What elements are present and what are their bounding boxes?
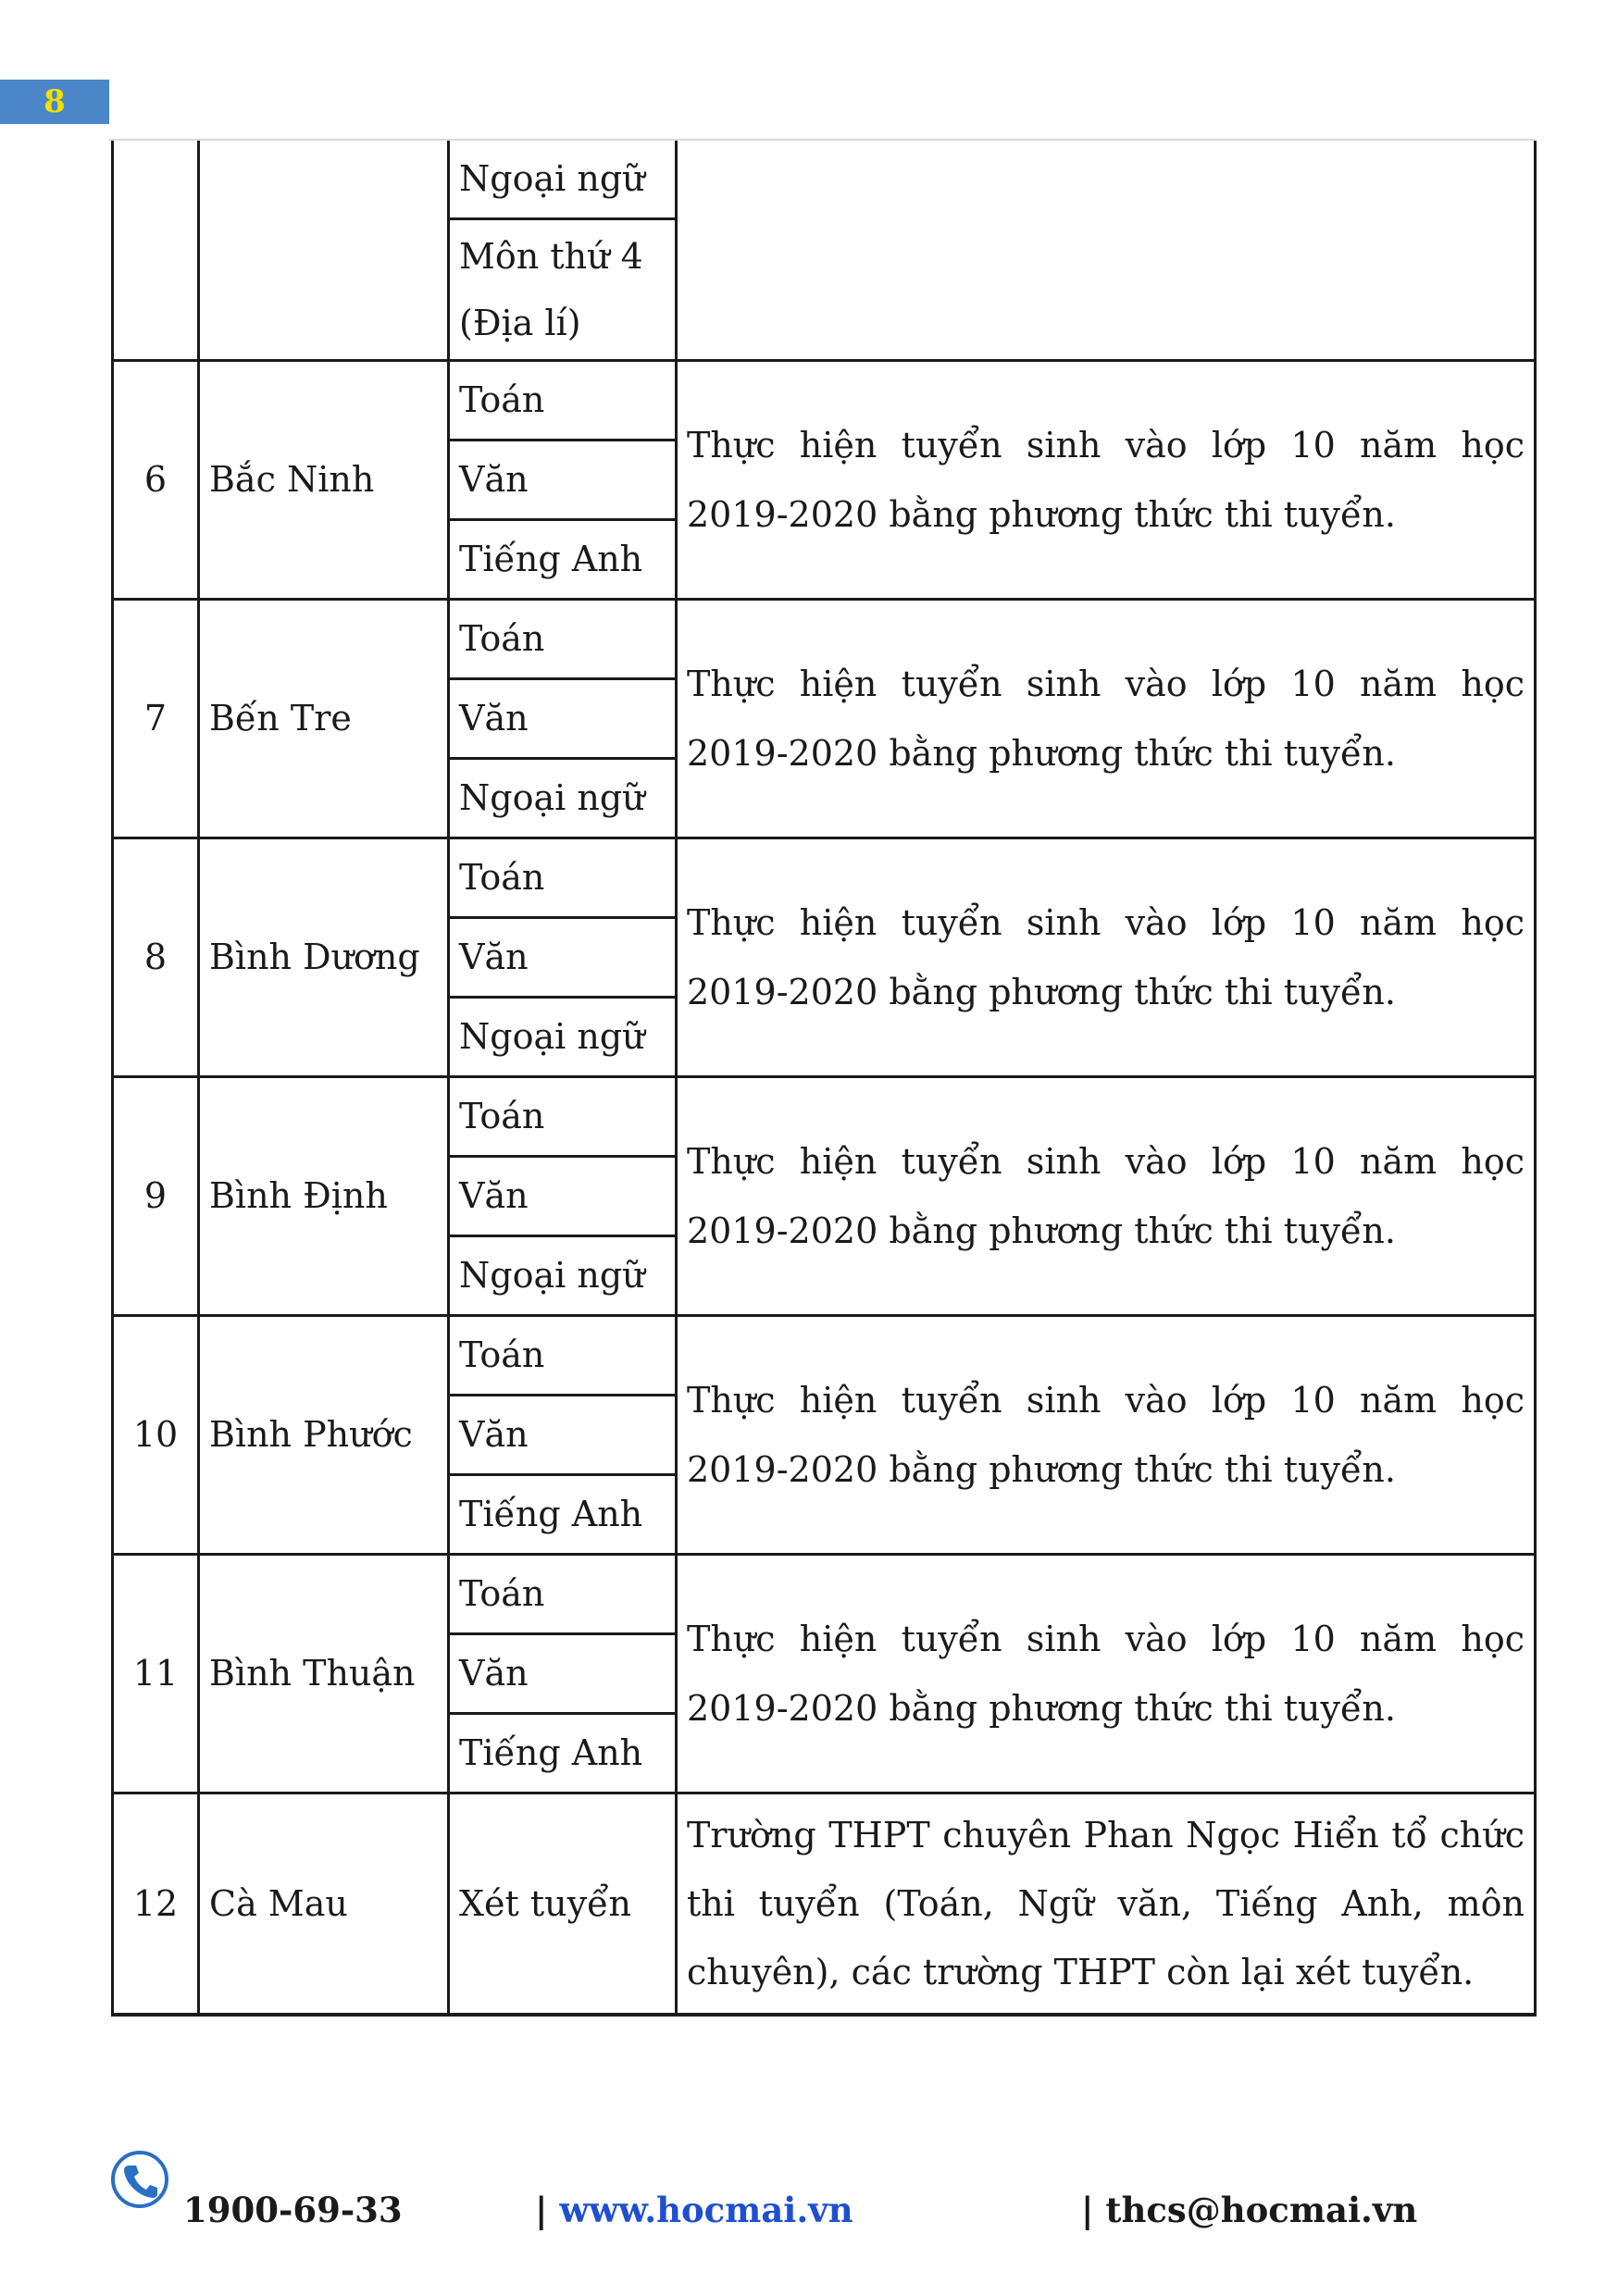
number-cell: 6 — [113, 361, 199, 600]
province-cell: Bến Tre — [199, 600, 449, 838]
number-cell: 8 — [113, 838, 199, 1077]
number-cell — [113, 141, 199, 361]
page-number-badge — [0, 80, 109, 124]
table-row — [113, 1555, 1536, 1634]
footer-email-group — [1081, 2190, 1417, 2230]
province-cell: Bình Định — [199, 1077, 449, 1316]
method-cell: Xét tuyển — [449, 1793, 677, 2016]
subject-cell: Ngoại ngữ — [449, 141, 677, 219]
description-cell: Thực hiện tuyển sinh vào lớp 10 năm học 2019-2020 bằng phương thức thi tuyển. — [677, 838, 1536, 1077]
description-cell: Thực hiện tuyển sinh vào lớp 10 năm học 2019-2020 bằng phương thức thi tuyển. — [677, 1555, 1536, 1793]
description-cell: Trường THPT chuyên Phan Ngọc Hiển tổ chức thi tuyển (Toán, Ngữ văn, Tiếng Anh, môn chuyên), các trường THPT còn lại xét tuyển. — [677, 1793, 1536, 2016]
subject-cell: Văn — [449, 679, 677, 759]
subject-cell: Ngoại ngữ — [449, 759, 677, 838]
province-cell — [199, 141, 449, 361]
table-row — [113, 1077, 1536, 1157]
subject-cell: Văn — [449, 1396, 677, 1475]
province-cell: Bắc Ninh — [199, 361, 449, 600]
table-row — [113, 141, 1536, 219]
number-cell: 11 — [113, 1555, 199, 1793]
subject-cell: Tiếng Anh — [449, 1714, 677, 1793]
description-cell: Thực hiện tuyển sinh vào lớp 10 năm học 2019-2020 bằng phương thức thi tuyển. — [677, 600, 1536, 838]
footer-email[interactable]: thcs@hocmai.vn — [1105, 2190, 1418, 2230]
description-cell — [677, 141, 1536, 361]
subject-cell: Toán — [449, 1316, 677, 1396]
province-cell: Cà Mau — [199, 1793, 449, 2016]
subject-cell: Toán — [449, 838, 677, 918]
subject-cell: Ngoại ngữ — [449, 998, 677, 1077]
number-cell: 12 — [113, 1793, 199, 2016]
table-row — [113, 361, 1536, 441]
description-cell: Thực hiện tuyển sinh vào lớp 10 năm học 2019-2020 bằng phương thức thi tuyển. — [677, 361, 1536, 600]
subject-cell: Môn thứ 4 (Địa lí) — [449, 219, 677, 361]
subject-cell: Tiếng Anh — [449, 520, 677, 600]
table-row — [113, 1316, 1536, 1396]
footer-separator: | — [1081, 2190, 1094, 2230]
subject-cell: Văn — [449, 441, 677, 520]
footer-website-link[interactable]: www.hocmai.vn — [559, 2190, 853, 2230]
page-number: 8 — [44, 83, 66, 120]
number-cell: 10 — [113, 1316, 199, 1555]
subject-cell: Tiếng Anh — [449, 1475, 677, 1555]
subject-cell: Toán — [449, 600, 677, 679]
description-cell: Thực hiện tuyển sinh vào lớp 10 năm học 2019-2020 bằng phương thức thi tuyển. — [677, 1077, 1536, 1316]
footer-separator: | — [535, 2190, 548, 2230]
subject-cell: Văn — [449, 918, 677, 998]
subject-cell: Văn — [449, 1634, 677, 1714]
phone-icon — [109, 2149, 170, 2210]
page-footer — [109, 2147, 1535, 2249]
province-cell: Bình Dương — [199, 838, 449, 1077]
number-cell: 9 — [113, 1077, 199, 1316]
table-row — [113, 600, 1536, 679]
subject-cell: Văn — [449, 1157, 677, 1236]
province-cell: Bình Phước — [199, 1316, 449, 1555]
table-row — [113, 1793, 1536, 2016]
subject-cell: Toán — [449, 1555, 677, 1634]
province-cell: Bình Thuận — [199, 1555, 449, 1793]
admissions-table — [111, 141, 1537, 2017]
number-cell: 7 — [113, 600, 199, 838]
footer-phone: 1900-69-33 — [183, 2190, 403, 2230]
subject-cell: Toán — [449, 361, 677, 441]
table-row — [113, 838, 1536, 918]
footer-website-group — [535, 2190, 853, 2230]
subject-cell: Ngoại ngữ — [449, 1236, 677, 1316]
description-cell: Thực hiện tuyển sinh vào lớp 10 năm học 2019-2020 bằng phương thức thi tuyển. — [677, 1316, 1536, 1555]
subject-cell: Toán — [449, 1077, 677, 1157]
